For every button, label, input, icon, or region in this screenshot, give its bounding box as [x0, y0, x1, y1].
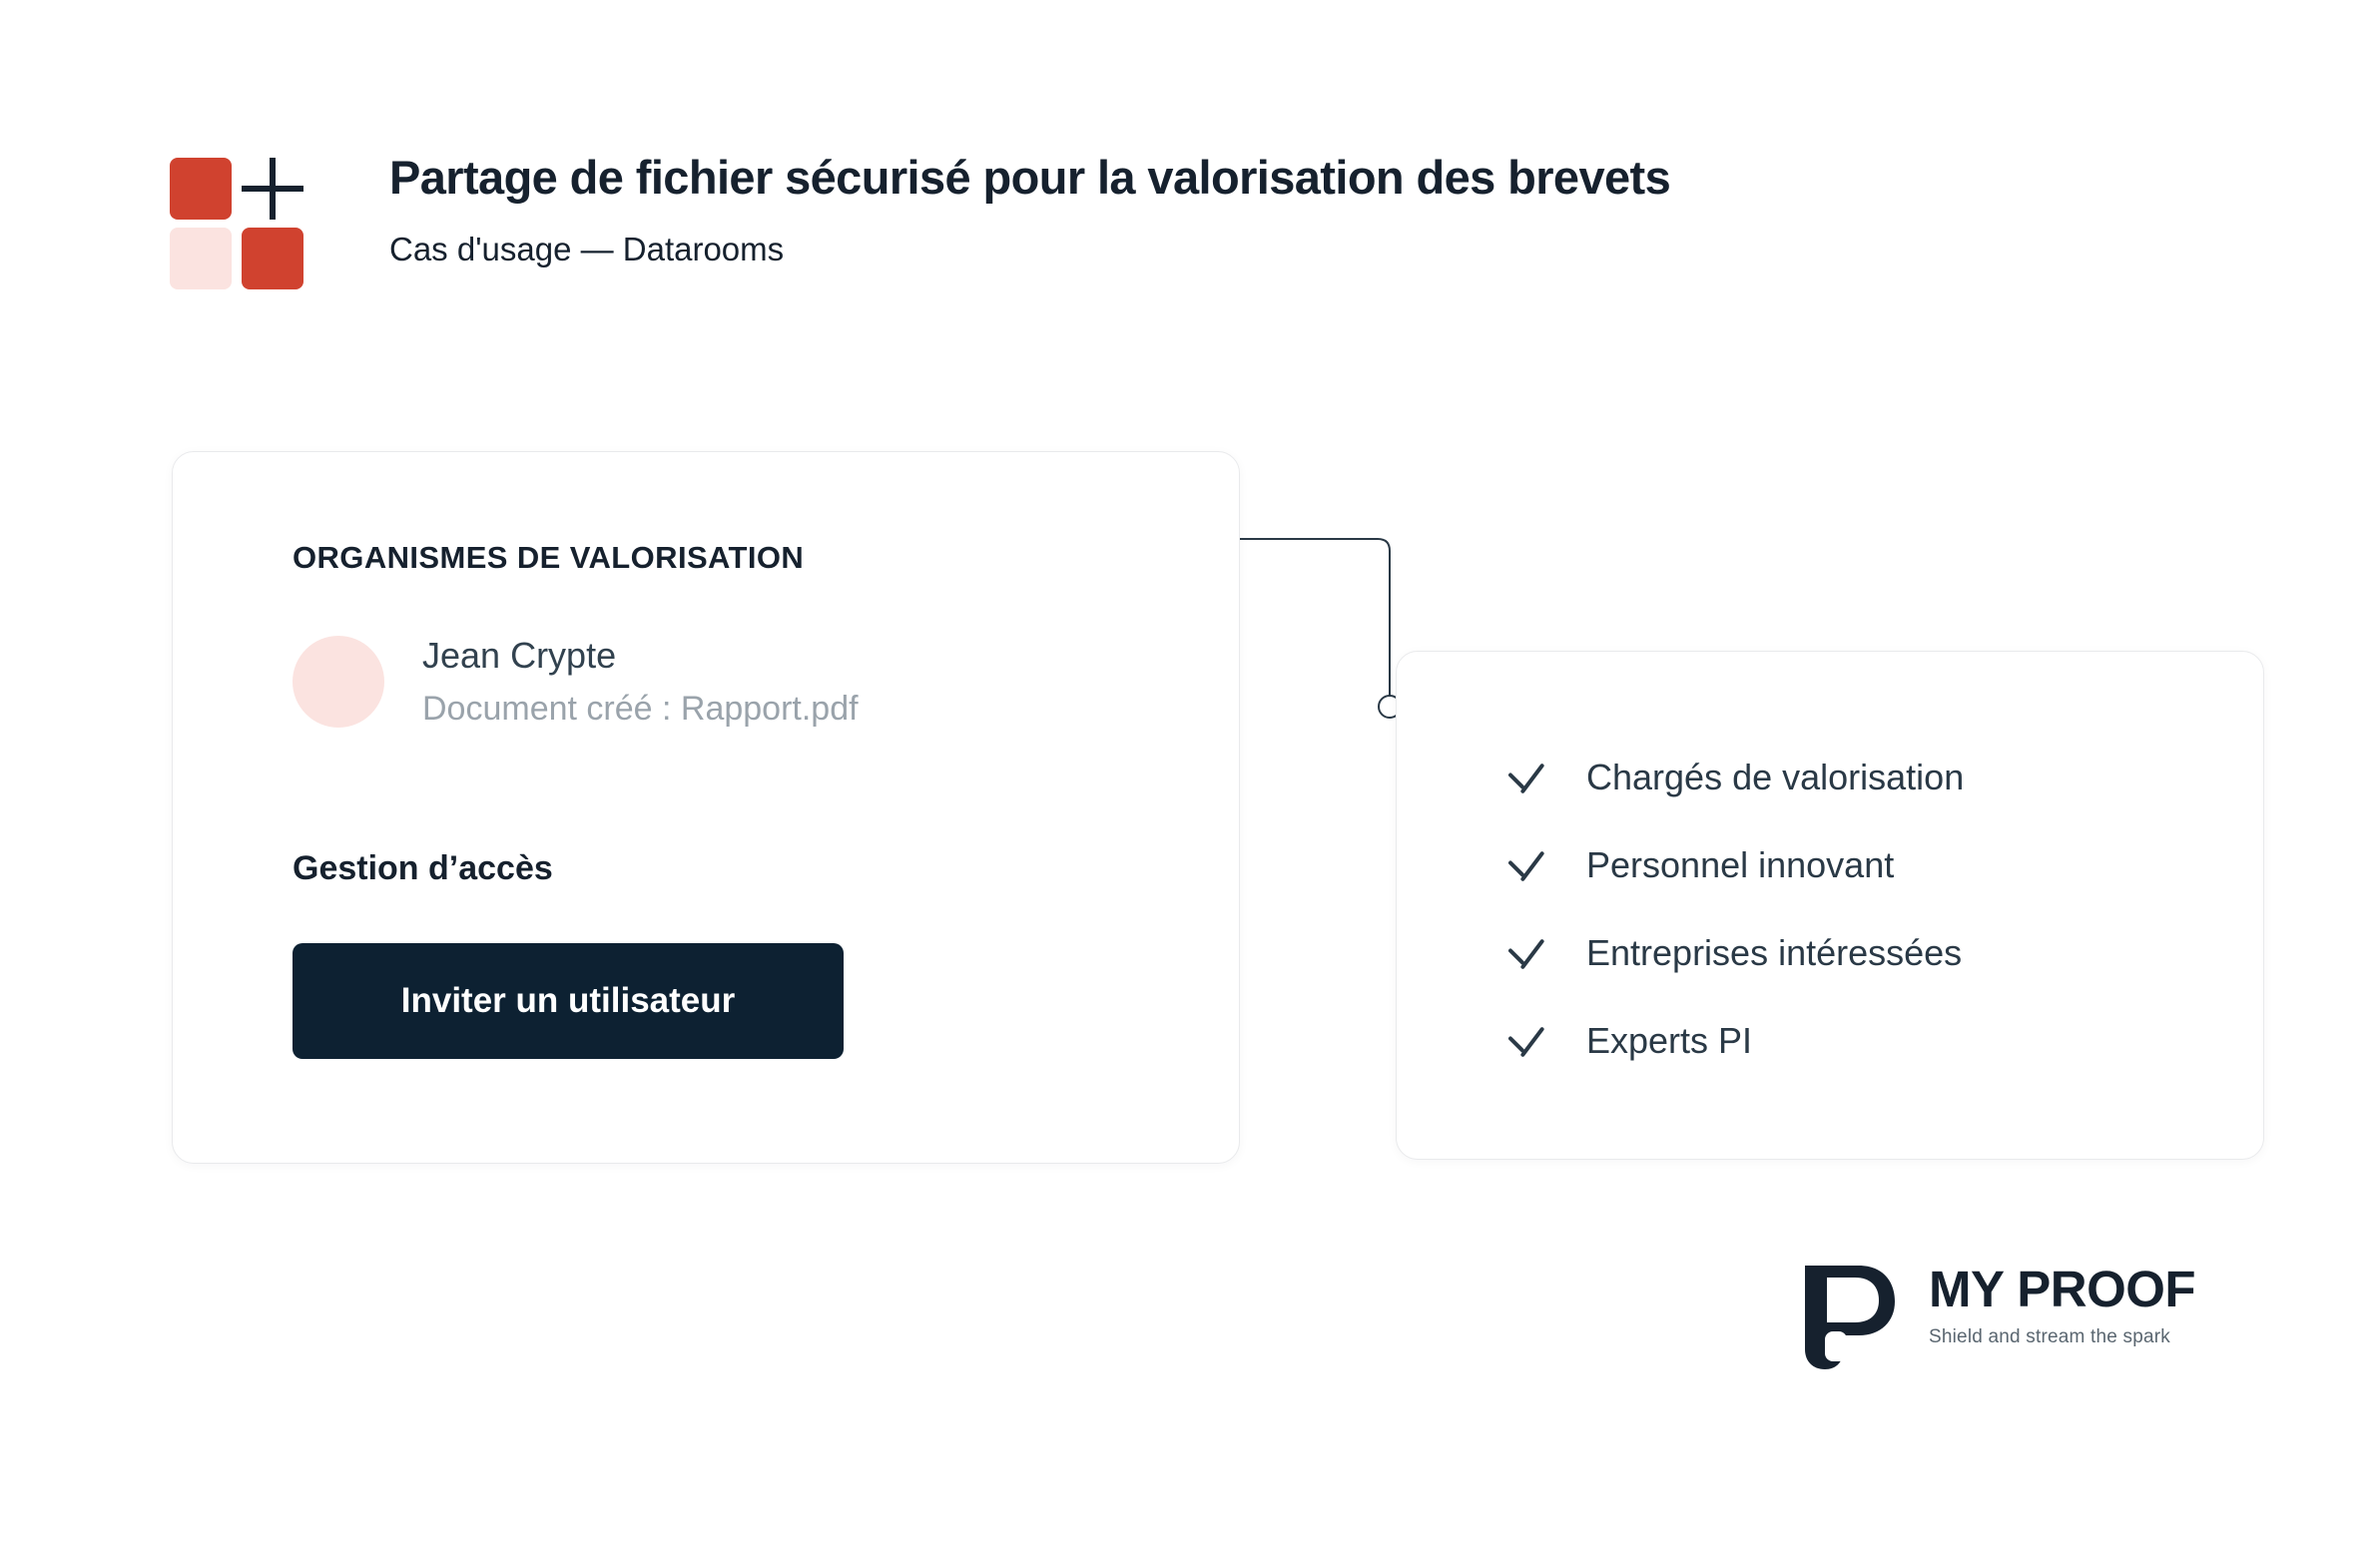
list-item-label: Chargés de valorisation [1586, 757, 1965, 797]
list-item-label: Personnel innovant [1586, 844, 1895, 885]
page-title: Partage de fichier sécurisé pour la valorisation des brevets [389, 151, 1671, 204]
section-label: ORGANISMES DE VALORISATION [293, 540, 805, 575]
page-subtitle: Cas d'usage — Datarooms [389, 231, 785, 267]
header-text-block [389, 140, 1670, 268]
person-info [422, 634, 859, 730]
list-item[interactable] [1502, 734, 1964, 821]
check-icon [1502, 755, 1548, 800]
list-item-label: Entreprises intéressées [1586, 932, 1963, 973]
invite-user-button[interactable]: Inviter un utilisateur [293, 943, 844, 1059]
list-item[interactable] [1502, 997, 1964, 1085]
organisms-card [172, 451, 1240, 1164]
check-icon [1502, 842, 1548, 888]
recipients-list [1502, 734, 1964, 1085]
plus-icon [242, 158, 303, 220]
logo-square-top-left [170, 158, 232, 220]
footer-text-block [1929, 1261, 2196, 1348]
logo-square-bottom-left [170, 228, 232, 289]
logo-square-bottom-right [242, 228, 303, 289]
recipients-card [1396, 651, 2264, 1160]
myproof-mark-icon [1797, 1256, 1917, 1375]
person-document-meta: Document créé : Rapport.pdf [422, 690, 859, 729]
brand-logo-icon [170, 140, 319, 279]
list-item-label: Experts PI [1586, 1020, 1753, 1061]
list-item[interactable] [293, 634, 859, 730]
footer-tagline: Shield and stream the spark [1929, 1326, 2170, 1347]
page-header [170, 140, 1670, 279]
footer-brand-name: MY PROOF [1929, 1261, 2196, 1317]
access-management-title: Gestion d’accès [293, 849, 553, 887]
check-icon [1502, 1018, 1548, 1064]
list-item[interactable] [1502, 821, 1964, 909]
avatar [293, 636, 384, 728]
list-item[interactable] [1502, 909, 1964, 997]
check-icon [1502, 930, 1548, 976]
person-name: Jean Crypte [422, 635, 617, 676]
myproof-logo-icon [1797, 1256, 2236, 1385]
